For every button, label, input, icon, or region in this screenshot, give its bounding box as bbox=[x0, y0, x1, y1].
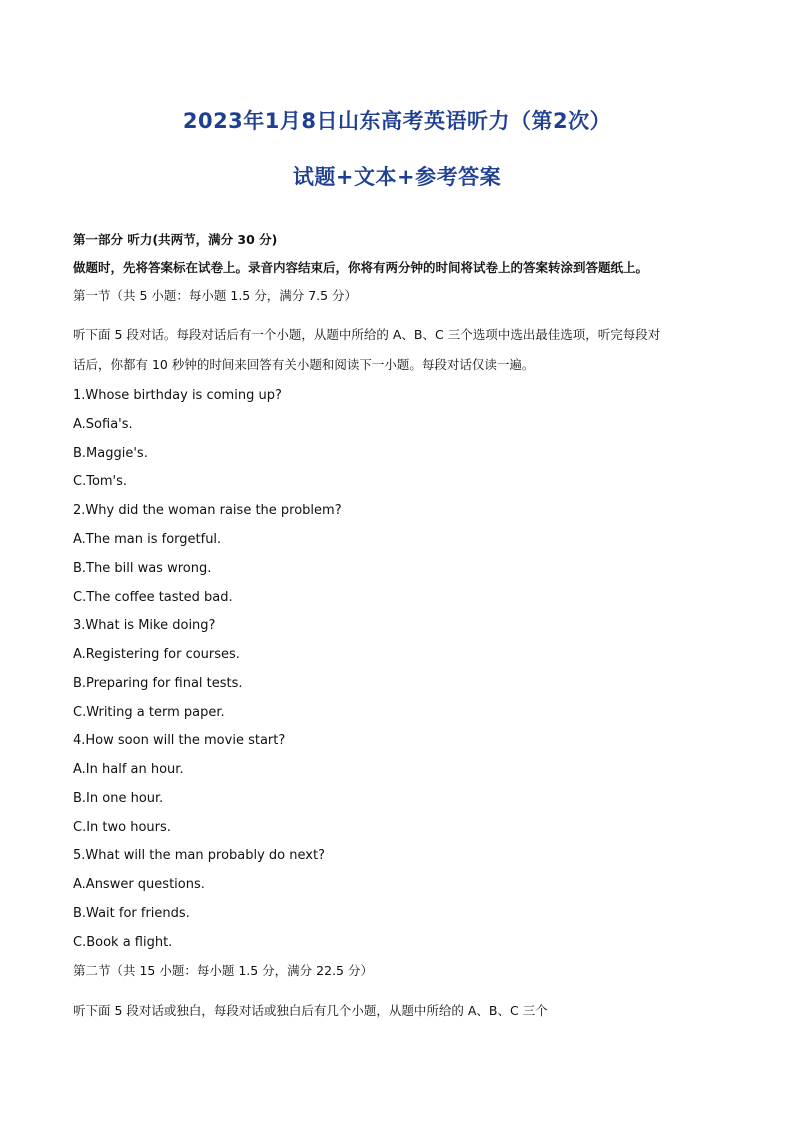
question-3-option-b: B.Preparing for final tests. bbox=[73, 676, 243, 691]
question-2-option-c: C.The coffee tasted bad. bbox=[73, 590, 233, 605]
question-3-option-a: A.Registering for courses. bbox=[73, 647, 240, 662]
question-2: 2.Why did the woman raise the problem? bbox=[73, 503, 342, 518]
question-5-option-b: B.Wait for friends. bbox=[73, 906, 190, 921]
question-2-option-b: B.The bill was wrong. bbox=[73, 561, 212, 576]
question-3: 3.What is Mike doing? bbox=[73, 618, 216, 633]
question-1-option-b: B.Maggie's. bbox=[73, 446, 148, 461]
question-1: 1.Whose birthday is coming up? bbox=[73, 388, 282, 403]
question-5: 5.What will the man probably do next? bbox=[73, 848, 325, 863]
question-5-option-c: C.Book a flight. bbox=[73, 935, 173, 950]
answer-notice: 做题时，先将答案标在试卷上。录音内容结束后，你将有两分钟的时间将试卷上的答案转涂到答题纸上。 bbox=[73, 260, 649, 275]
document-title: 2023年1月8日山东高考英语听力（第2次） bbox=[182, 109, 612, 133]
question-4-option-a: A.In half an hour. bbox=[73, 762, 184, 777]
section1-instructions: 听下面 5 段对话。每段对话后有一个小题，从题中所给的 A、B、C 三个选项中选出最佳选项，听完每段对 bbox=[73, 327, 661, 342]
section1-instructions-cont: 话后，你都有 10 秒钟的时间来回答有关小题和阅读下一小题。每段对话仅读一遍。 bbox=[73, 357, 535, 372]
part-heading: 第一部分 听力(共两节，满分 30 分) bbox=[73, 232, 278, 247]
question-4: 4.How soon will the movie start? bbox=[73, 733, 286, 748]
section2-heading: 第二节（共 15 小题：每小题 1.5 分，满分 22.5 分） bbox=[73, 963, 373, 978]
question-5-option-a: A.Answer questions. bbox=[73, 877, 205, 892]
section1-heading: 第一节（共 5 小题：每小题 1.5 分，满分 7.5 分） bbox=[73, 288, 358, 303]
question-4-option-b: B.In one hour. bbox=[73, 791, 164, 806]
question-2-option-a: A.The man is forgetful. bbox=[73, 532, 222, 547]
question-1-option-c: C.Tom's. bbox=[73, 474, 128, 489]
section2-instructions: 听下面 5 段对话或独白，每段对话或独白后有几个小题，从题中所给的 A、B、C 三个 bbox=[73, 1003, 548, 1018]
document-subtitle: 试题+文本+参考答案 bbox=[292, 165, 502, 189]
question-1-option-a: A.Sofia's. bbox=[73, 417, 133, 432]
question-3-option-c: C.Writing a term paper. bbox=[73, 705, 225, 720]
question-4-option-c: C.In two hours. bbox=[73, 820, 171, 835]
